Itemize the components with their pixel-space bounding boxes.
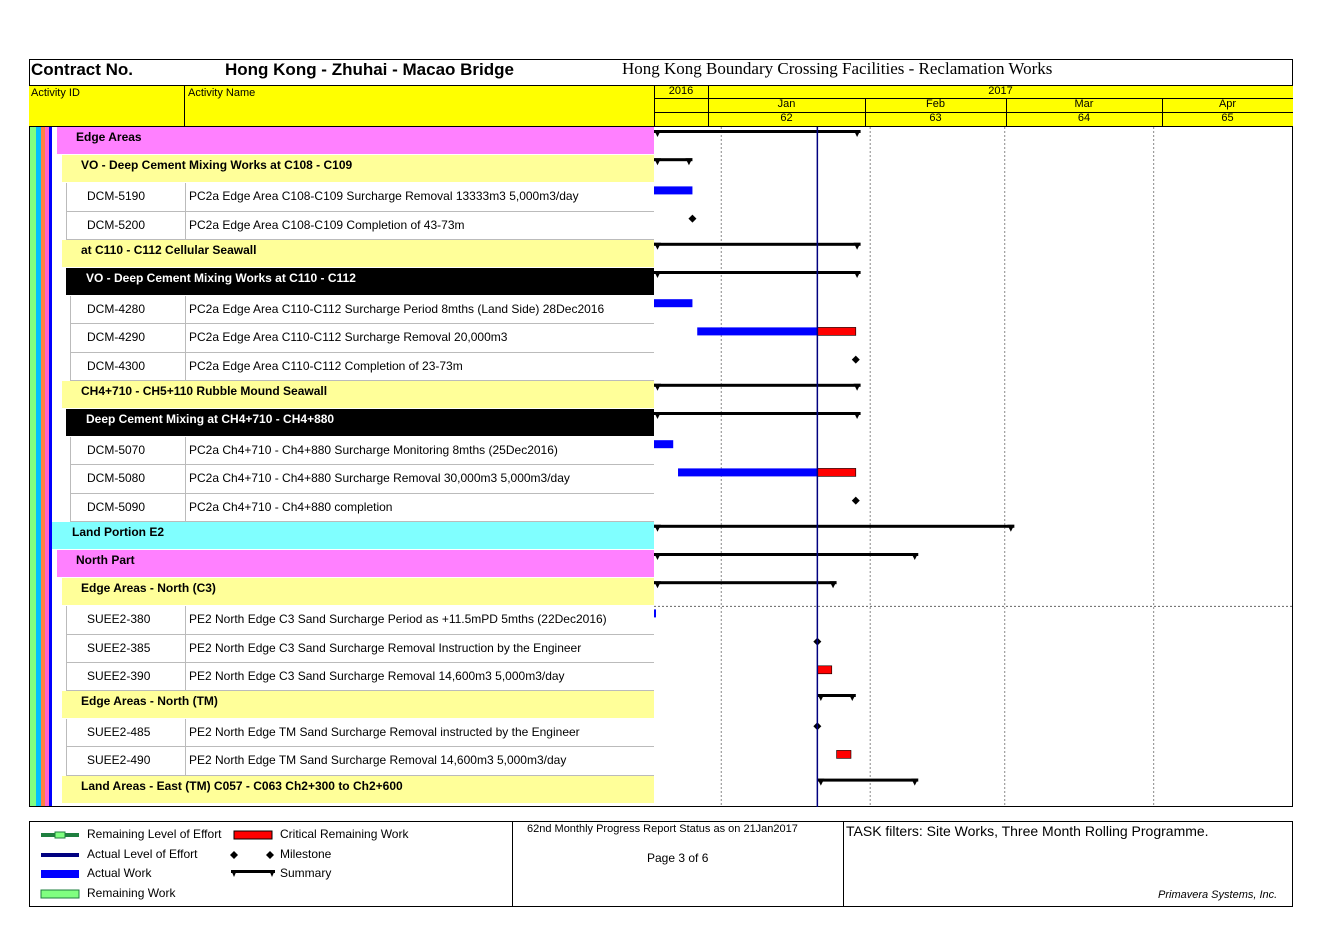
critical-remaining-label: Critical Remaining Work [280,827,409,841]
week-label: 62 [780,112,793,124]
remaining-loe-swatch [40,829,80,841]
summary-bar [654,271,861,274]
wbs-row[interactable] [52,522,654,550]
wbs-label: Edge Areas - North (TM) [81,694,218,708]
critical-bar [817,327,855,335]
cell-divider [185,747,186,775]
summary-bar-start [654,130,661,137]
wbs-row[interactable] [62,240,654,268]
gantt-svg [654,127,1293,807]
activity-row[interactable] [70,494,654,522]
month-label-feb: Feb [926,98,945,110]
week-label: 64 [1077,112,1091,124]
activity-id: SUEE2-390 [87,668,151,683]
remaining-work-label: Remaining Work [87,886,176,900]
activity-row[interactable] [66,606,654,634]
summary-label: Summary [280,866,332,880]
activity-id: DCM-5080 [87,471,146,486]
summary-bar [817,779,918,782]
activity-id: SUEE2-485 [87,725,151,740]
critical-bar [837,750,851,758]
summary-bar-end [1007,525,1014,532]
footer-divider [843,822,844,906]
activity-row[interactable] [66,719,654,747]
summary-bar-end [854,271,861,278]
wbs-row[interactable] [66,268,654,296]
wbs-label: Deep Cement Mixing at CH4+710 - CH4+880 [86,412,335,426]
actual-bar [654,609,656,617]
status-text: 62nd Monthly Progress Report Status as on 21Jan2017 [527,823,798,835]
actual-bar [654,299,692,307]
actual-work-label: Actual Work [87,866,152,880]
milestone-diamond [852,497,860,505]
summary-bar-start [817,779,824,786]
summary-bar-start [654,384,661,391]
activity-table [0,127,654,807]
cell-divider [185,212,186,240]
vendor-text: Primavera Systems, Inc. [1158,889,1278,901]
activity-name: PC2a Edge Area C110-C112 Surcharge Period 8mths (Land Side) 28Dec2016 [189,302,605,317]
actual-bar [697,327,817,335]
cell-divider [185,324,186,352]
col-divider [184,86,185,127]
wbs-label: Edge Areas - North (C3) [81,581,216,596]
activity-name: PC2a Edge Area C110-C112 Surcharge Removal 20,000m3 [189,330,508,345]
wbs-row[interactable] [62,381,654,409]
remaining-work-swatch [40,888,80,900]
cell-divider [185,353,186,381]
activity-name: PE2 North Edge TM Sand Surcharge Removal instructed by the Engineer [189,725,580,740]
critical-bar [817,468,855,476]
week-label: 63 [929,112,942,124]
critical-remaining-swatch [233,829,273,841]
wbs-row[interactable] [66,409,654,437]
milestone-diamond [688,215,696,223]
summary-bar-end [854,243,861,250]
summary-bar-start [817,694,824,701]
wbs-label: CH4+710 - CH5+110 Rubble Mound Seawall [81,383,328,398]
milestone-diamond [852,356,860,364]
wbs-label: Land Areas - East (TM) C057 - C063 Ch2+300 to Ch2+600 [81,778,403,793]
activity-row[interactable] [66,747,654,775]
wbs-label: VO - Deep Cement Mixing Works at C110 - C112 [86,271,356,285]
summary-bar-start [654,581,661,588]
cell-divider [185,719,186,747]
summary-swatch [230,868,276,880]
month-label-jan: Jan [777,98,796,110]
wbs-label: at C110 - C112 Cellular Seawall [81,242,257,257]
page-number: Page 3 of 6 [647,851,709,865]
activity-row[interactable] [66,635,654,663]
activity-name: PC2a Ch4+710 - Ch4+880 completion [189,499,393,514]
activity-name: PC2a Edge Area C110-C112 Completion of 23-73m [189,358,463,373]
activity-row[interactable] [70,465,654,493]
summary-bar-start [654,271,661,278]
actual-bar [654,186,692,194]
summary-bar [654,412,861,415]
activity-row[interactable] [70,353,654,381]
cell-divider [185,663,186,691]
wbs-row[interactable] [57,550,654,578]
activity-id: DCM-4290 [87,330,146,345]
activity-name: PE2 North Edge C3 Sand Surcharge Removal 14,600m3 5,000m3/day [189,668,565,683]
actual-loe-swatch [40,849,80,861]
critical-bar [817,666,831,674]
activity-name: PE2 North Edge TM Sand Surcharge Removal 14,600m3 5,000m3/day [189,753,567,768]
activity-id: SUEE2-385 [87,640,151,655]
summary-bar-end [911,779,918,786]
activity-id: DCM-5200 [87,217,146,232]
footer-divider [512,822,513,906]
column-header [29,86,1293,127]
chart-title: Hong Kong Boundary Crossing Facilities - Reclamation Works [622,59,1053,78]
activity-name: PC2a Ch4+710 - Ch4+880 Surcharge Monitoring 8mths (25Dec2016) [189,443,558,458]
wbs-row[interactable] [62,691,654,719]
summary-bar-end [685,158,692,165]
milestone-label: Milestone [280,847,332,861]
summary-bar-start [654,243,661,250]
activity-name: PE2 North Edge C3 Sand Surcharge Period as +11.5mPD 5mths (22Dec2016) [189,612,607,627]
filters-text: TASK filters: Site Works, Three Month Rolling Programme. [846,823,1209,839]
activity-name: PE2 North Edge C3 Sand Surcharge Removal Instruction by the Engineer [189,640,582,655]
summary-bar-start [654,525,661,532]
actual-work-swatch [40,868,80,880]
month-label-mar: Mar [1074,98,1094,110]
activity-id: DCM-5190 [87,189,146,204]
summary-bar-start [654,158,661,165]
wbs-row[interactable] [62,155,654,183]
cell-divider [185,296,186,324]
remaining-loe-label: Remaining Level of Effort [87,827,222,841]
project-title: Hong Kong - Zhuhai - Macao Bridge [225,60,514,79]
wbs-row[interactable] [57,127,654,155]
actual-bar [654,440,673,448]
activity-name: PC2a Ch4+710 - Ch4+880 Surcharge Removal 30,000m3 5,000m3/day [189,471,570,486]
actual-loe-label: Actual Level of Effort [87,847,198,861]
activity-row[interactable] [70,437,654,465]
activity-id: DCM-5070 [87,443,146,458]
legend-footer [29,821,1293,907]
activity-id: DCM-5090 [87,499,146,514]
activity-id: DCM-4280 [87,302,146,317]
summary-bar-start [654,412,661,419]
activity-name-header[interactable]: Activity Name [188,87,256,99]
wbs-label: North Part [76,553,135,567]
cell-divider [185,183,186,211]
summary-bar-start [654,553,661,560]
summary-bar [654,581,837,584]
cell-divider [185,465,186,493]
activity-name: PC2a Edge Area C108-C109 Completion of 43-73m [189,217,465,232]
summary-bar-end [854,130,861,137]
summary-bar-end [911,553,918,560]
year-label-2016: 2016 [668,85,694,97]
cell-divider [185,635,186,663]
wbs-row[interactable] [62,776,654,804]
wbs-label: Land Portion E2 [72,524,165,539]
wbs-label: VO - Deep Cement Mixing Works at C108 - C109 [81,158,353,173]
summary-bar-end [830,581,837,588]
gantt-chart [654,127,1293,807]
cell-divider [185,437,186,465]
activity-id-header[interactable]: Activity ID [31,87,80,99]
year-label-2017: 2017 [988,85,1013,97]
activity-row[interactable] [70,324,654,352]
activity-row[interactable] [70,296,654,324]
milestone-swatch [228,849,278,861]
summary-bar [654,130,861,133]
summary-bar [654,553,918,556]
contract-label: Contract No. [31,60,133,79]
activity-row[interactable] [66,663,654,691]
cell-divider [185,494,186,522]
activity-name: PC2a Edge Area C108-C109 Surcharge Removal 13333m3 5,000m3/day [189,189,579,204]
actual-bar [678,468,817,476]
week-label: 65 [1221,112,1234,124]
summary-bar-end [854,384,861,391]
summary-bar [654,525,1014,528]
summary-bar-end [849,694,856,701]
summary-bar [654,243,861,246]
wbs-row[interactable] [62,578,654,606]
activity-row[interactable] [66,183,654,211]
activity-id: SUEE2-380 [87,612,151,627]
activity-id: SUEE2-490 [87,753,151,768]
summary-bar [654,384,861,387]
wbs-label: Edge Areas [76,130,142,144]
summary-bar-end [854,412,861,419]
activity-id: DCM-4300 [87,358,146,373]
activity-row[interactable] [66,212,654,240]
month-label-apr: Apr [1218,98,1237,110]
cell-divider [185,606,186,634]
